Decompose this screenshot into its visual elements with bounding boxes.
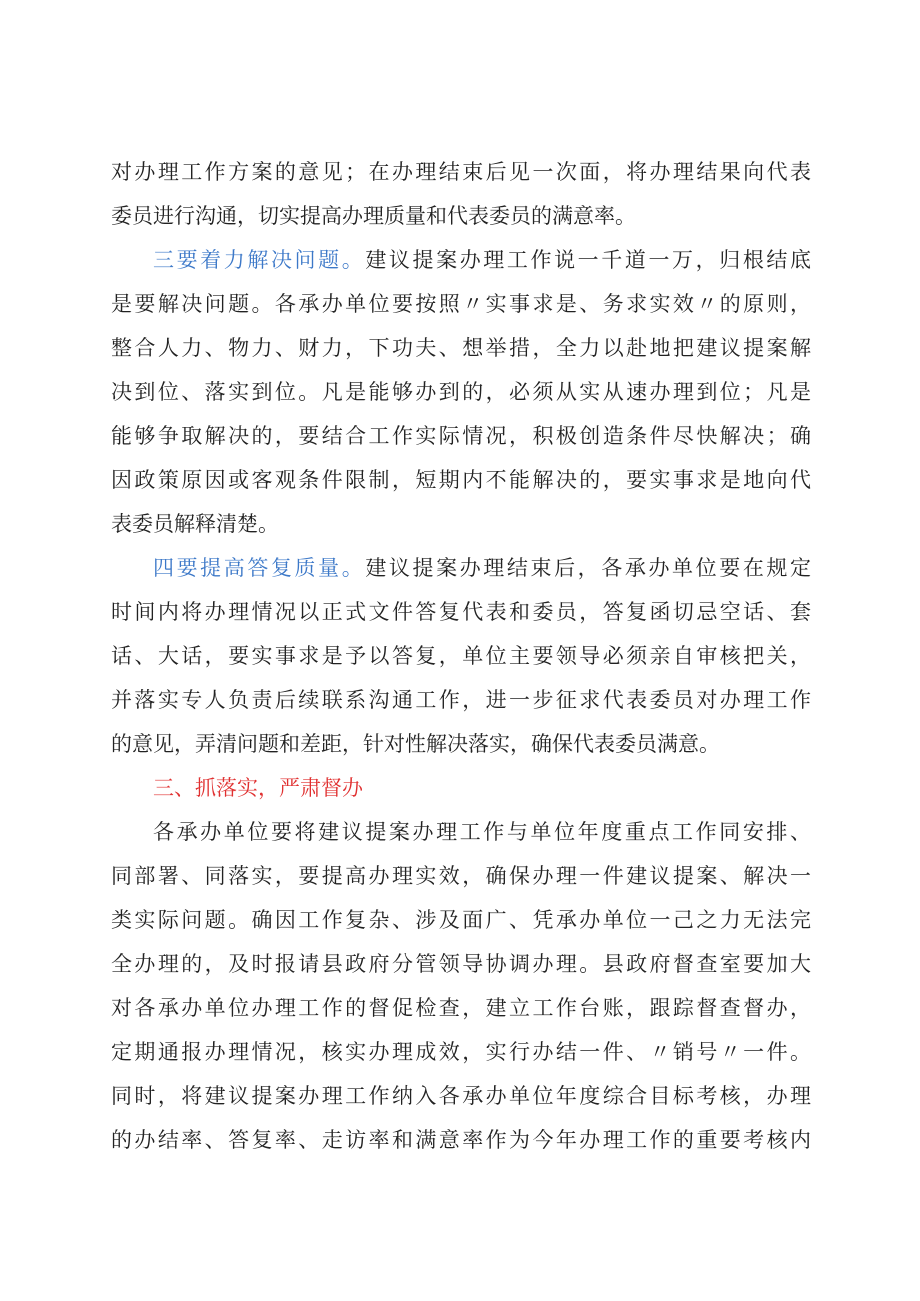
- text-line: 因政策原因或客观条件限制，短期内不能解决的，要实事求是地向代: [111, 468, 811, 492]
- text-line: 同时，将建议提案办理工作纳入各承办单位年度综合目标考核，办理: [111, 1084, 811, 1108]
- paragraph-continuation: [111, 150, 811, 238]
- text-line: 的意见，弄清问题和差距，针对性解决落实，确保代表委员满意。: [111, 732, 720, 756]
- point-lead-sentence: 三要着力解决问题。: [153, 248, 366, 272]
- text-line: 并落实专人负责后续联系沟通工作，进一步征求代表委员对办理工作: [111, 688, 811, 712]
- paragraph-point-four: [111, 546, 811, 766]
- text-line: 对办理工作方案的意见；在办理结束后见一次面，将办理结果向代表: [111, 160, 811, 184]
- text-line: 同部署、同落实，要提高办理实效，确保办理一件建议提案、解决一: [111, 864, 811, 888]
- text-line: [111, 546, 811, 590]
- text-line: 决到位、落实到位。凡是能够办到的，必须从实从速办理到位；凡是: [111, 380, 811, 404]
- text-line: 时间内将办理情况以正式文件答复代表和委员，答复函切忌空话、套: [111, 600, 811, 624]
- text-line: 全办理的，及时报请县政府分管领导协调办理。县政府督查室要加大: [111, 952, 811, 976]
- point-lead-sentence: 四要提高答复质量。: [153, 556, 366, 580]
- text-line: 各承办单位要将建议提案办理工作与单位年度重点工作同安排、: [153, 820, 811, 844]
- text-line: 类实际问题。确因工作复杂、涉及面广、凭承办单位一己之力无法完: [111, 908, 811, 932]
- text-line: 话、大话，要实事求是予以答复，单位主要领导必须亲自审核把关，: [111, 644, 811, 668]
- text-line: 委员进行沟通，切实提高办理质量和代表委员的满意率。: [111, 204, 636, 228]
- text-line: 能够争取解决的，要结合工作实际情况，积极创造条件尽快解决；确: [111, 424, 811, 448]
- section-heading: 三、抓落实，严肃督办: [153, 776, 363, 800]
- text-line: 是要解决问题。各承办单位要按照〃实事求是、务求实效〃的原则，: [111, 292, 811, 316]
- paragraph-section-three: [111, 810, 811, 1162]
- text-span: 建议提案办理工作说一千道一万，归根结底: [365, 248, 811, 272]
- text-span: 建议提案办理结束后，各承办单位要在规定: [365, 556, 811, 580]
- text-line: [111, 238, 811, 282]
- paragraph-point-three: [111, 238, 811, 546]
- text-line: 定期通报办理情况，核实办理成效，实行办结一件、〃销号〃一件。: [111, 1040, 811, 1064]
- document-body: [111, 150, 811, 1162]
- text-line: 对各承办单位办理工作的督促检查，建立工作台账，跟踪督查督办，: [111, 996, 811, 1020]
- text-line: 整合人力、物力、财力，下功夫、想举措，全力以赴地把建议提案解: [111, 336, 811, 360]
- text-line: 的办结率、答复率、走访率和满意率作为今年办理工作的重要考核内: [111, 1128, 811, 1152]
- text-line: 表委员解释清楚。: [111, 512, 279, 536]
